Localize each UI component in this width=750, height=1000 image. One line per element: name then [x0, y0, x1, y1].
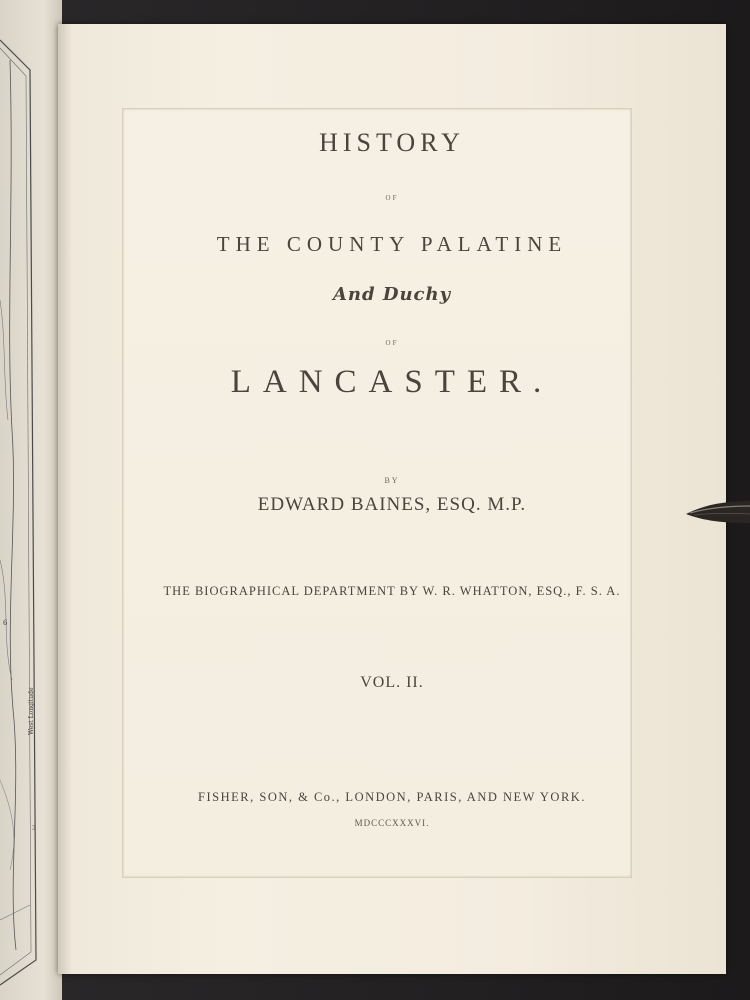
map-grid-number: 3	[32, 825, 36, 832]
map-engraving	[0, 0, 62, 1000]
map-longitude-label: West Longitude	[28, 687, 35, 735]
map-grid-number: 6	[3, 619, 8, 627]
publisher-line: FISHER, SON, & Co., LONDON, PARIS, AND NEW YORK.	[198, 790, 586, 804]
biographical-credit: THE BIOGRAPHICAL DEPARTMENT BY W. R. WHATTON, ESQ., F. S. A.	[163, 584, 621, 598]
page-clip-icon	[684, 493, 750, 529]
title-history: HISTORY	[319, 128, 465, 157]
plate-frame	[122, 108, 632, 878]
title-county-palatine: THE COUNTY PALATINE	[216, 232, 568, 256]
author-name: EDWARD BAINES, ESQ. M.P.	[257, 494, 527, 515]
volume-number: VOL. II.	[360, 674, 424, 691]
publication-date: MDCCCXXXVI.	[354, 818, 430, 828]
title-lancaster: LANCASTER.	[230, 364, 554, 400]
title-duchy: And Duchy	[332, 284, 452, 305]
title-of: OF	[385, 194, 399, 202]
facing-map-page	[0, 0, 62, 1000]
title-by: BY	[384, 476, 400, 485]
title-of: OF	[385, 339, 399, 347]
